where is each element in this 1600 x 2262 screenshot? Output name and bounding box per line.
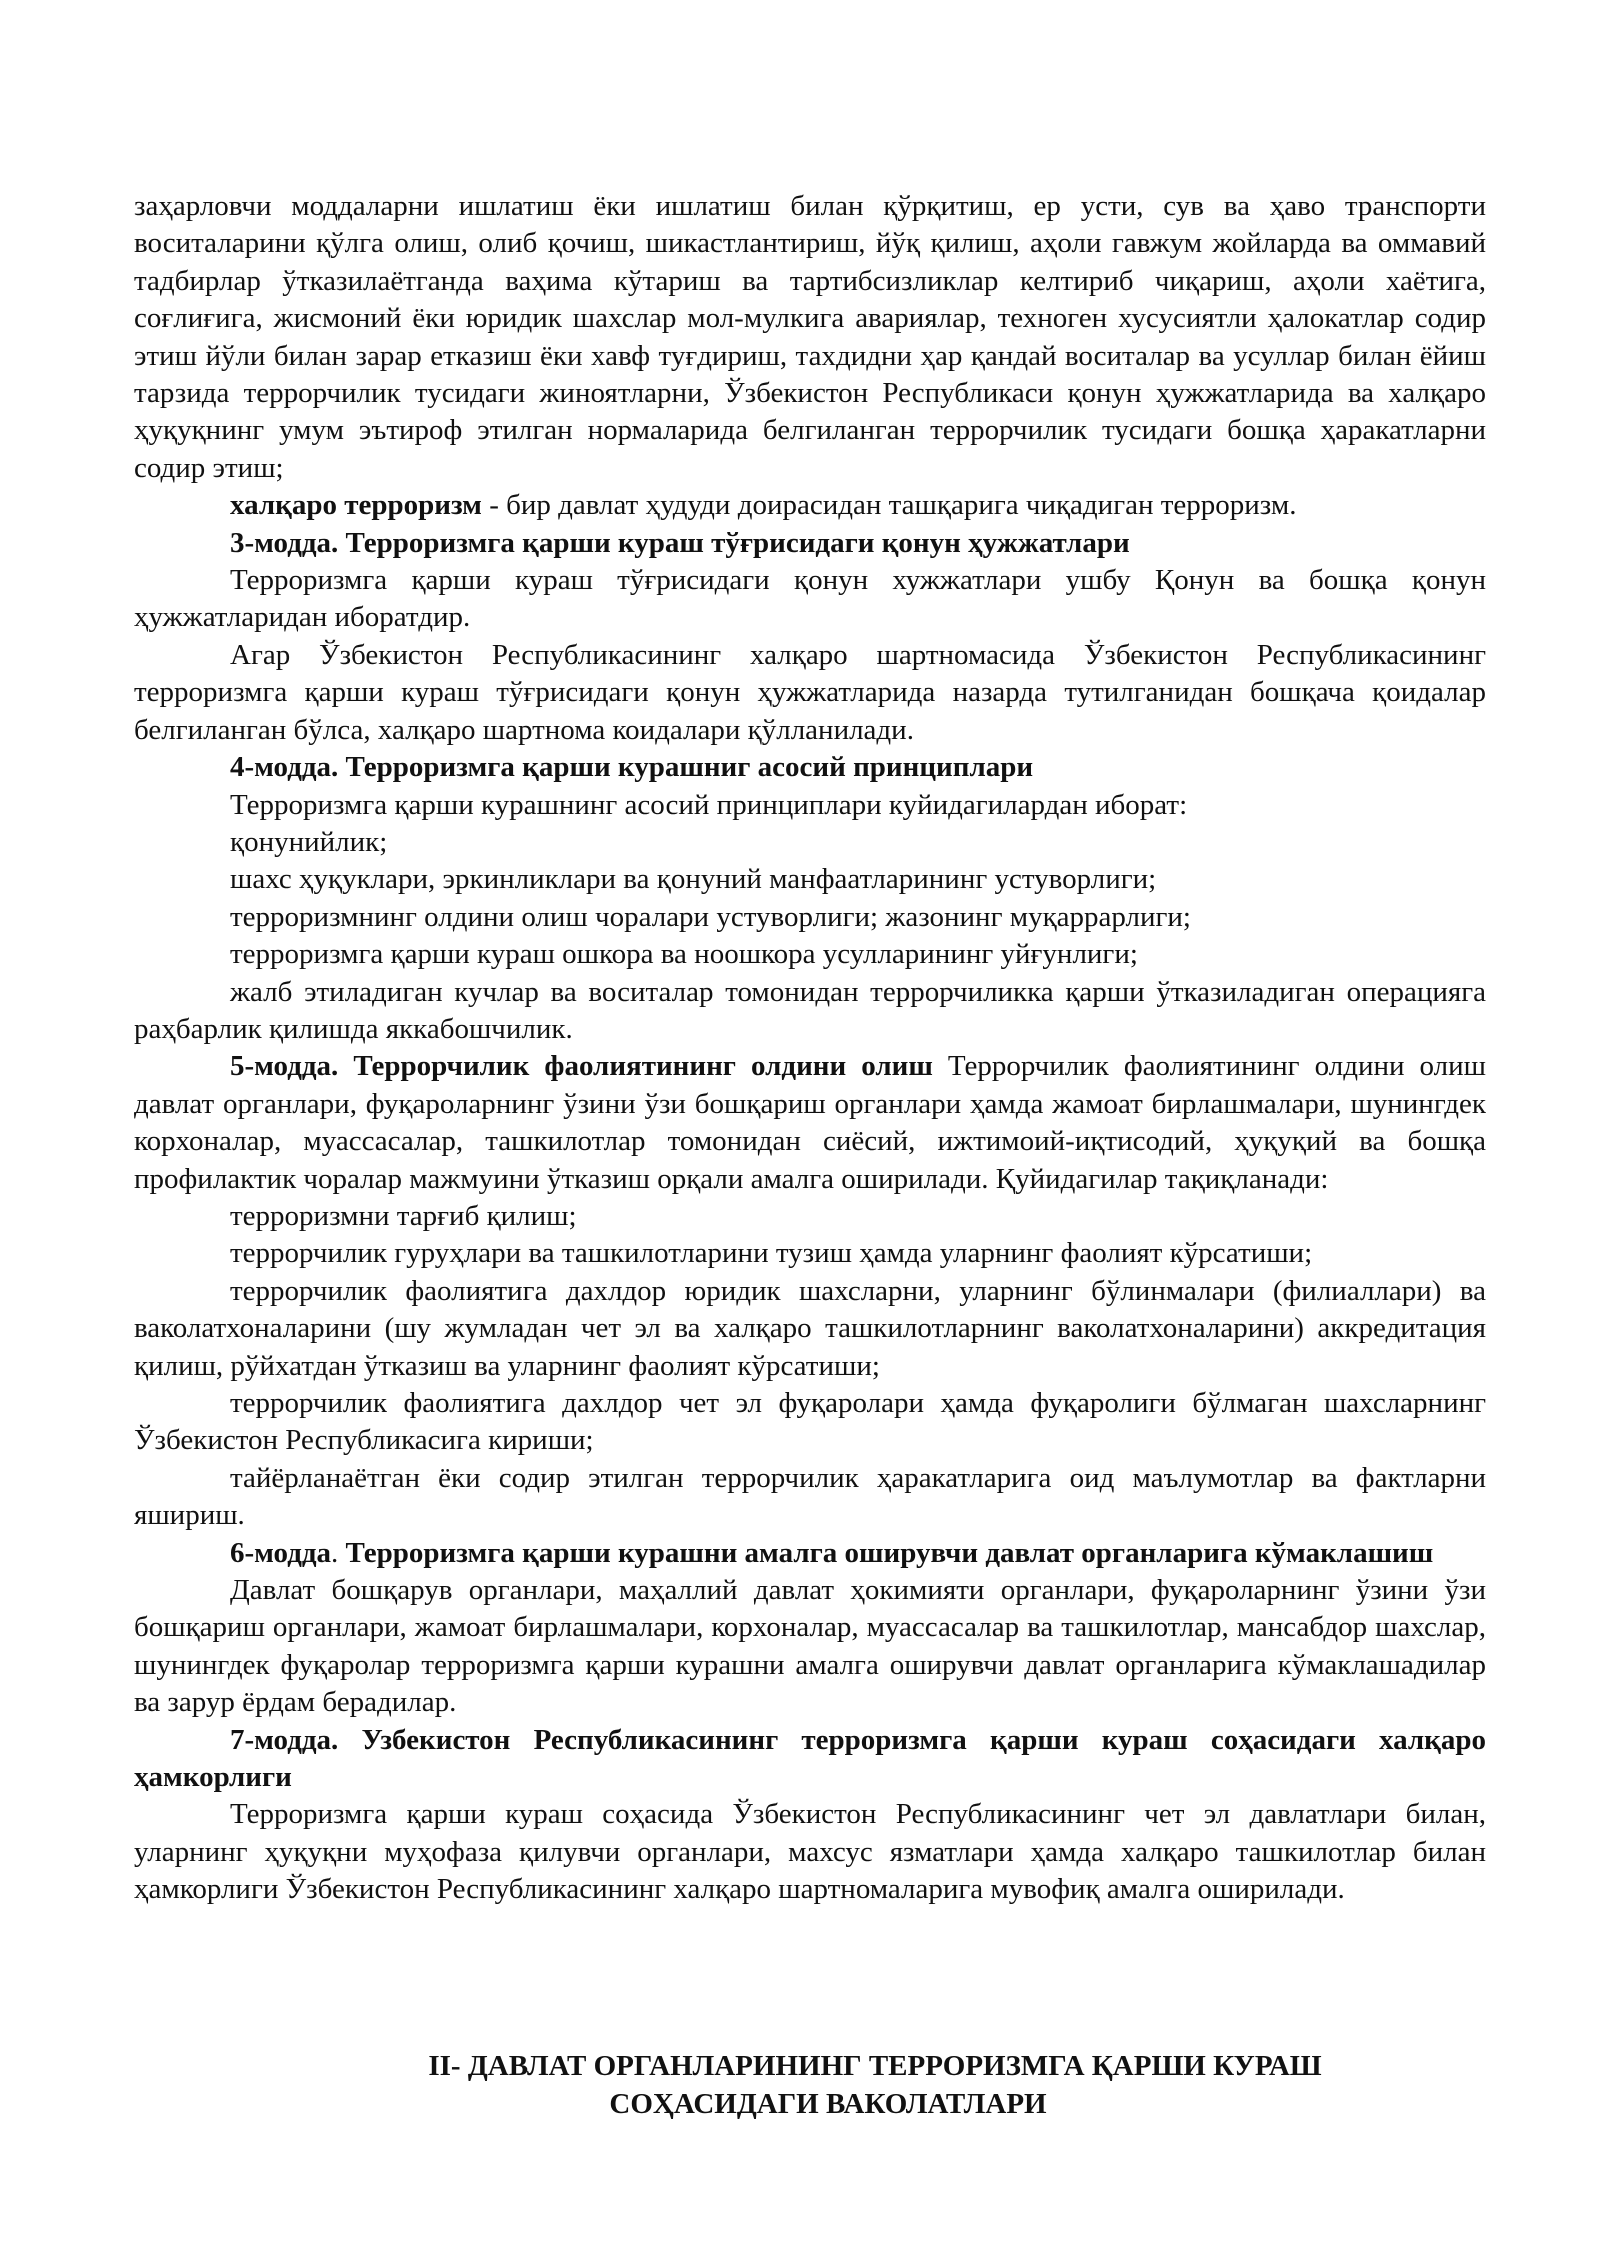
article-7-paragraph-1: Терроризмга қарши кураш соҳасида Ўзбекистон Республикасининг чет эл давлатлари билан, уларнинг ҳуқуқни муҳофаза қилувчи органлари, махсус язматлари ҳамда халқаро ташкилотлар билан ҳамкорлиги Ўзбекистон Республикасининг халқаро шартномаларига мувофиқ амалга оширилади. [134, 1798, 1486, 1906]
document-body [134, 188, 1486, 1909]
section-heading-line-1: II- ДАВЛАТ ОРГАНЛАРИНИНГ ТЕРРОРИЗМГА ҚАРШИ КУРАШ [428, 2050, 1322, 2082]
definition-paragraph [134, 487, 1486, 524]
article-5-paragraph [134, 1048, 1486, 1198]
article-5-text: Террорчилик фаолиятининг олдини олиш давлат органлари, фуқароларнинг ўзини ўзи бошқариш органлари ҳамда жамоат бирлашмалари, шунингдек корхоналар, муассасалар, ташкилотлар томонидан сиёсий, ижтимоий-иқтисодий, ҳуқуқий ва бошқа профилактик чоралар мажмуини ўтказиш орқали амалга оширилади. Қуйидагилар тақиқланади: [134, 1050, 1486, 1195]
article-5-title: 5-модда. Террорчилик фаолиятининг олдини олиш [230, 1050, 933, 1083]
section-heading [134, 2047, 1486, 2123]
article-5-item: терроризмни тарғиб қилиш; [230, 1199, 577, 1232]
article-5-item: террорчилик фаолиятига дахлдор юридик шахсларни, уларнинг бўлинмалари (филиаллари) ва ваколатхоналарини (шу жумладан чет эл ва халқаро ташкилотларнинг ваколатхоналарини) аккредитация қилиш, рўйхатдан ўтказиш ва уларнинг фаолият кўрсатиши; [134, 1274, 1486, 1382]
article-5-item: тайёрланаётган ёки содир этилган террорчилик ҳаракатларига оид маълумотлар ва фактларни яшириш. [134, 1461, 1486, 1532]
definition-term: халқаро терроризм [230, 489, 482, 522]
article-3-title: 3-модда. Терроризмга қарши кураш тўғрисидаги қонун ҳужжатлари [230, 526, 1130, 559]
article-4-item: терроризмга қарши кураш ошкора ва ноошкора усулларининг уйғунлиги; [230, 938, 1138, 971]
article-3-paragraph-1: Терроризмга қарши кураш тўғрисидаги қонун хужжатлари ушбу Қонун ва бошқа қонун ҳужжатларидан иборатдир. [134, 564, 1486, 634]
intro-paragraph: заҳарловчи моддаларни ишлатиш ёки ишлатиш билан қўрқитиш, ер усти, сув ва ҳаво транспорти воситаларини қўлга олиш, олиб қочиш, шикастлантириш, йўқ қилиш, аҳоли гавжум жойларда ва оммавий тадбирлар ўтказилаётганда ваҳима кўтариш ва тартибсизликлар келтириб чиқариш, аҳоли хаётига, соғлиғига, жисмоний ёки юридик шахслар мол-мулкига авариялар, техноген хусусиятли ҳалокатлар содир этиш йўли билан зарар етказиш ёки хавф туғдириш, тахдидни ҳар қандай воситалар ва усуллар билан ёйиш тарзида террорчилик тусидаги жиноятларни, Ўзбекистон Республикаси қонун ҳужжатларида ва халқаро ҳуқуқнинг умум эътироф этилган нормаларида белгиланган террорчилик тусидаги бошқа ҳаракатларни содир этиш; [134, 190, 1486, 484]
section-heading-line-2: СОҲАСИДАГИ ВАКОЛАТЛАРИ [609, 2088, 1047, 2120]
article-4-title: 4-модда. Терроризмга қарши курашниг асосий принциплари [230, 751, 1034, 784]
article-6-number: 6-модда [230, 1536, 332, 1569]
article-4-item: қонунийлик; [230, 825, 388, 858]
article-5-item: террорчилик гуруҳлари ва ташкилотларини тузиш ҳамда уларнинг фаолият кўрсатиши; [230, 1237, 1313, 1270]
definition-text: - бир давлат ҳудуди доирасидан ташқарига чиқадиган терроризм. [481, 489, 1297, 522]
article-6-title [134, 1535, 1486, 1572]
article-5-item: террорчилик фаолиятига дахлдор чет эл фуқаролари ҳамда фуқаролиги бўлмаган шахсларнинг Ўзбекистон Республикасига кириши; [134, 1387, 1486, 1457]
article-3-paragraph-2: Агар Ўзбекистон Республикасининг халқаро шартномасида Ўзбекистон Республикасининг терроризмга қарши кураш тўғрисидаги қонун ҳужжатларида назарда тутилганидан бошқача қоидалар белгиланган бўлса, халқаро шартнома коидалари қўлланилади. [134, 638, 1486, 746]
article-6-paragraph-1: Давлат бошқарув органлари, маҳаллий давлат ҳокимияти органлари, фуқароларнинг ўзини ўзи бошқариш органлари, жамоат бирлашмалари, корхоналар, муассасалар ва ташкилотлар, мансабдор шахслар, шунингдек фуқаролар терроризмга қарши курашни амалга оширувчи давлат органларига кўмаклашадилар ва зарур ёрдам берадилар. [134, 1574, 1486, 1719]
article-6-title-text: Терроризмга қарши курашни амалга оширувчи давлат органларига кўмаклашиш [345, 1536, 1434, 1569]
article-6-separator: . [331, 1536, 346, 1569]
article-4-item: шахс ҳуқуклари, эркинликлари ва қонуний манфаатларининг устуворлиги; [230, 863, 1157, 896]
article-4-item: жалб этиладиган кучлар ва воситалар томонидан террорчиликка қарши ўтказиладиган операцияга раҳбарлик қилишда яккабошчилик. [134, 975, 1486, 1045]
article-7-title: 7-модда. Узбекистон Республикасининг терроризмга қарши кураш соҳасидаги халқаро ҳамкорлиги [134, 1723, 1486, 1794]
article-4-intro: Терроризмга қарши курашнинг асосий принциплари куйидагилардан иборат: [230, 788, 1188, 821]
article-4-item: терроризмнинг олдини олиш чоралари устуворлиги; жазонинг муқаррарлиги; [230, 900, 1191, 933]
